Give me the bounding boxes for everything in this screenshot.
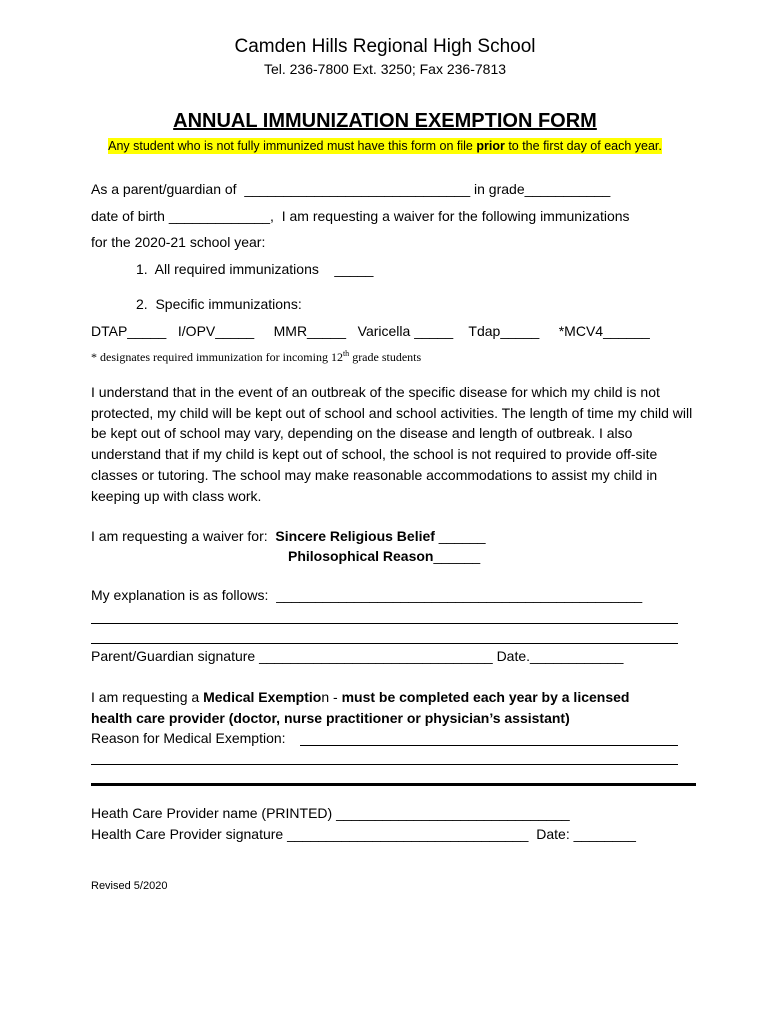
waiver-religious-line[interactable] [91, 528, 486, 545]
waiver-prefix: I am requesting a waiver for: [91, 528, 276, 544]
option-specific-immunizations: 2. Specific immunizations: [136, 296, 302, 312]
required-note-after: grade students [349, 350, 422, 364]
medical-text-b: Medical Exemptio [203, 689, 322, 705]
waiver-philosophical-blank[interactable]: ______ [433, 548, 481, 564]
required-note-text: * designates required immunization for incoming 12 [91, 350, 343, 364]
contact-line: Tel. 236-7800 Ext. 3250; Fax 236-7813 [263, 61, 507, 77]
school-year-line: for the 2020-21 school year: [91, 234, 266, 250]
form-title [0, 110, 770, 133]
notice-highlight [108, 138, 662, 154]
required-note [91, 350, 421, 365]
option-all-immunizations[interactable]: 1. All required immunizations _____ [136, 261, 374, 277]
school-name: Camden Hills Regional High School [234, 36, 536, 57]
medical-exemption-line [91, 689, 629, 706]
medical-text-c: n - [321, 689, 342, 705]
explanation-blank-line-1[interactable] [91, 623, 678, 624]
section-divider [91, 783, 696, 786]
medical-text-a: I am requesting a [91, 689, 204, 705]
notice-text-after: to the first day of each year. [504, 139, 662, 153]
notice-text-before: Any student who is not fully immunized must have this form on file [108, 139, 477, 153]
form-title-text: ANNUAL IMMUNIZATION EXEMPTION FORM [173, 110, 597, 132]
medical-reason-blank-2[interactable] [91, 764, 678, 765]
understanding-paragraph: I understand that in the event of an outbreak of the specific disease for which my child is not protected, my child will be kept out of school and school activities. The length of time my child will be kept out of school may vary, depending on the disease and length of outbreak. I also understand that if my child is kept out of school, the school is not required to provide off-site classes or tutoring. The school may make reasonable accommodations to assist my child in keeping up with class work. [91, 384, 693, 504]
waiver-philosophical-line[interactable] [288, 548, 480, 565]
waiver-religious-blank[interactable]: ______ [434, 528, 486, 544]
provider-signature-line[interactable]: Health Care Provider signature _______________________________ Date: ________ [91, 826, 636, 842]
notice-emphasis: prior [476, 139, 505, 153]
waiver-religious-label: Sincere Religious Belief [275, 528, 435, 544]
explanation-line[interactable]: My explanation is as follows: _______________________________________________ [91, 587, 643, 603]
parent-signature-line[interactable]: Parent/Guardian signature ______________________________ Date.____________ [91, 648, 624, 664]
notice-line [0, 137, 770, 155]
medical-provider-requirement: health care provider (doctor, nurse practitioner or physician’s assistant) [91, 710, 570, 726]
birth-date-line[interactable]: date of birth _____________, I am requesting a waiver for the following immunizations [91, 208, 630, 224]
waiver-philosophical-label: Philosophical Reason [288, 548, 434, 564]
provider-name-line[interactable]: Heath Care Provider name (PRINTED) ______________________________ [91, 805, 570, 821]
medical-reason-blank-1[interactable] [300, 745, 678, 746]
required-note-sup: th [342, 349, 350, 358]
medical-reason-label: Reason for Medical Exemption: [91, 730, 286, 746]
explanation-blank-line-2[interactable] [91, 643, 678, 644]
guardian-line[interactable]: As a parent/guardian of _____________________________ in grade___________ [91, 181, 611, 197]
vaccine-blanks-line[interactable]: DTAP_____ I/OPV_____ MMR_____ Varicella _____ Tdap_____ *MCV4______ [91, 323, 650, 339]
revised-date: Revised 5/2020 [91, 880, 168, 892]
medical-text-d: must be completed each year by a licensed [341, 689, 630, 705]
